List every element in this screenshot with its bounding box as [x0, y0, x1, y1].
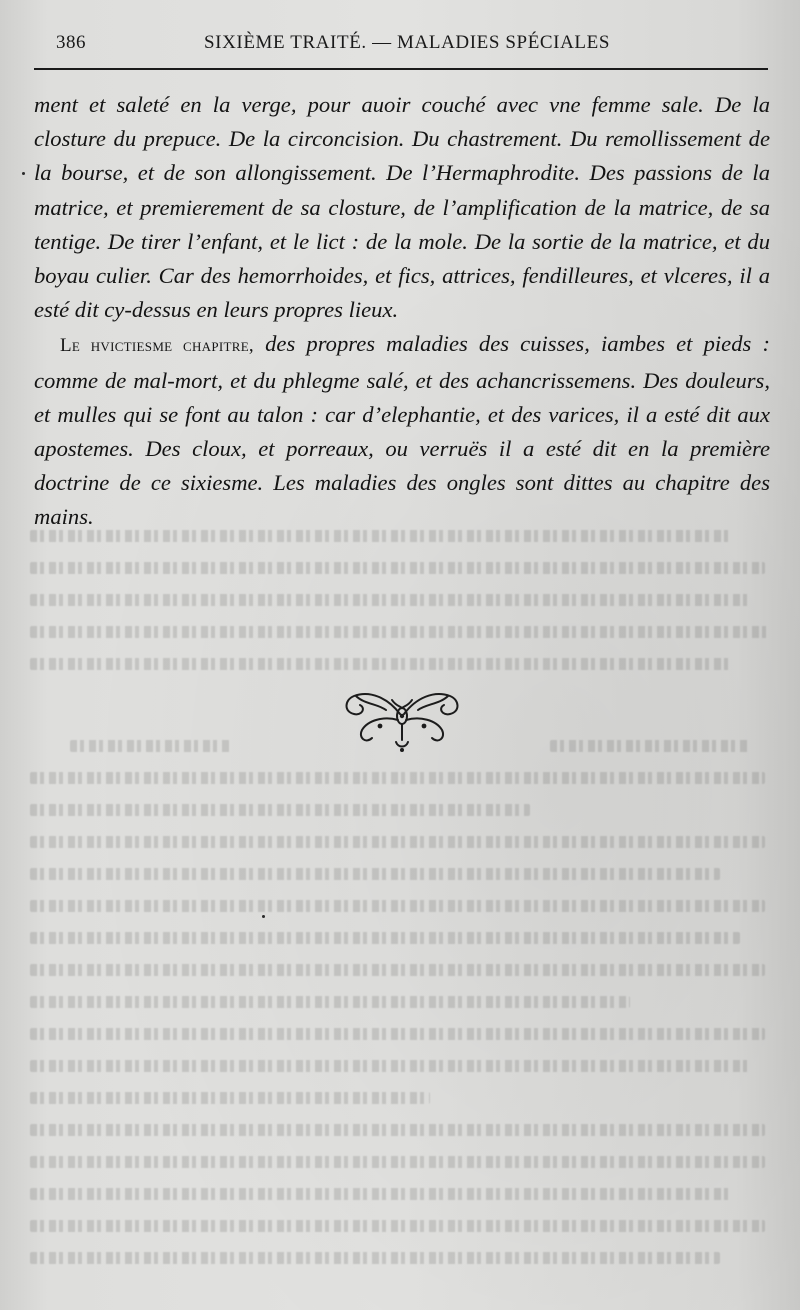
paragraph-2: [34, 327, 770, 534]
header-rule: [34, 68, 768, 70]
ink-speck: [22, 172, 25, 175]
chapter-heading: Le hvictiesme chapitre,: [60, 335, 254, 357]
paragraph-2-text: des propres maladies des cuisses, iambes et pieds : comme de mal-mort, et du phlegme salé, et des achancrissemens. Des douleurs, et mulles qui se font au talon : car d’elephantie, et des varices, il a esté dit aux apostemes. Des cloux, et porreaux, ou verruës il a esté dit en la première doctrine de ce sixiesme. Les maladies des ongles sont dittes au chapitre des mains.: [34, 331, 770, 530]
page-number: 386: [56, 32, 86, 53]
paragraph-1: ment et saleté en la verge, pour auoir couché avec vne femme sale. De la closture du prepuce. De la circoncision. Du chastrement. Du remollissement de la bourse, et de son allongissement. De l’Hermaphrodite. Des passions de la matrice, et premierement de sa closture, de l’amplification de la matrice, de sa tentige. De tirer l’enfant, et le lict : de la mole. De la sortie de la matrice, et du boyau culier. Car des hemorrhoides, et fics, attrices, fendilleures, et vlceres, il a esté dit cy-dessus en leurs propres lieux.: [34, 92, 770, 323]
fleuron-ornament-icon: [340, 680, 464, 758]
running-head: SIXIÈME TRAITÉ. — MALADIES SPÉCIALES: [204, 32, 610, 53]
main-text: [34, 88, 770, 535]
ink-speck: [262, 915, 265, 918]
show-through-texture: [30, 520, 770, 1300]
page-header: [34, 30, 768, 70]
